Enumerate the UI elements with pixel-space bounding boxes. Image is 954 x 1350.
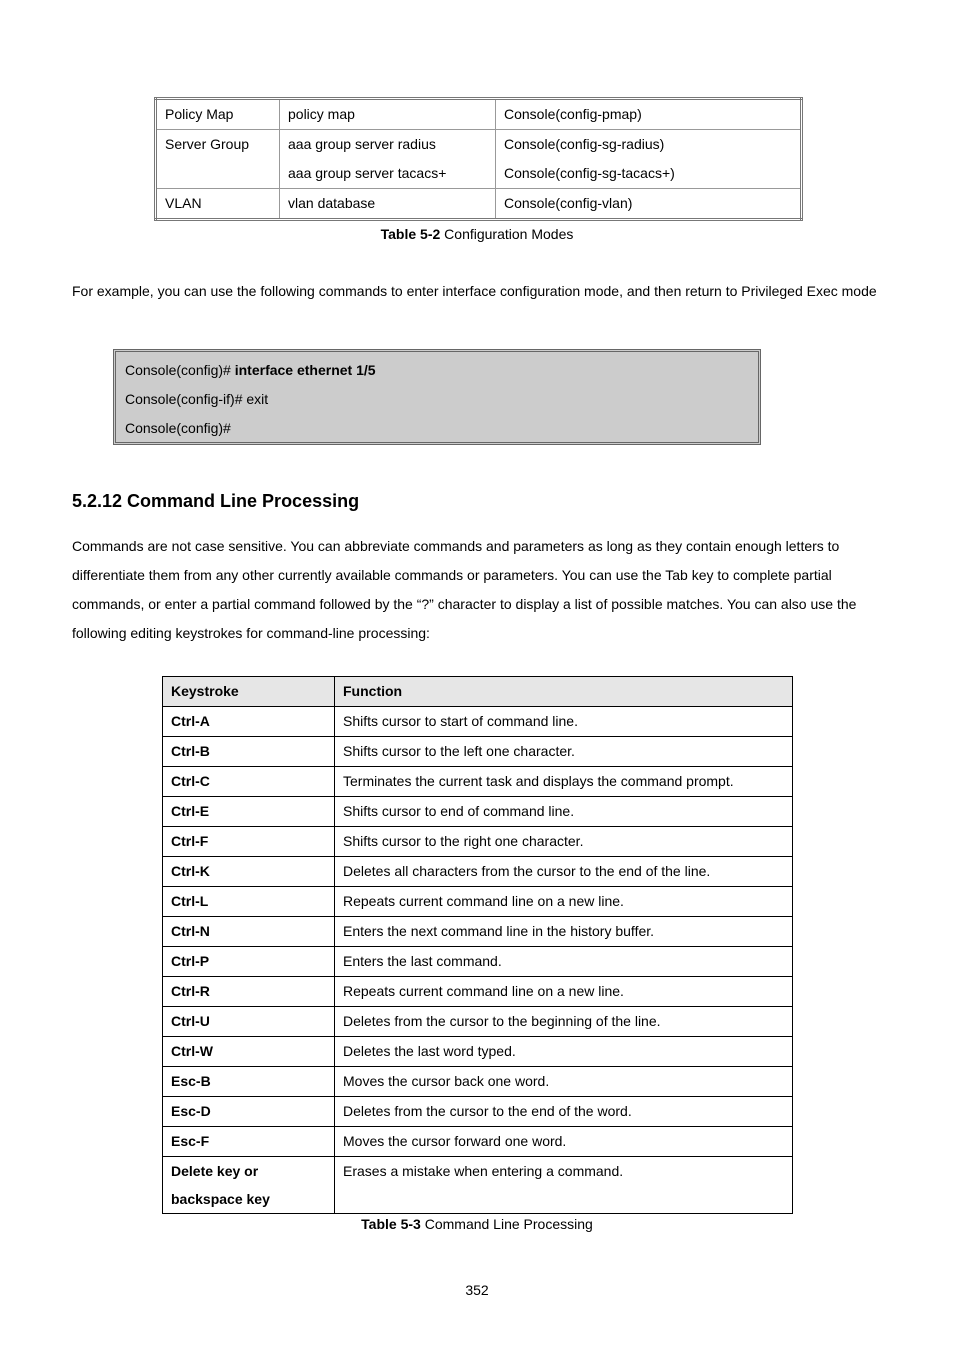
function-cell: Deletes from the cursor to the end of the word.	[335, 1097, 793, 1127]
table-row	[156, 189, 802, 220]
page-number: 352	[465, 1282, 489, 1298]
prompt-cell: Console(config-vlan)	[496, 189, 802, 220]
prompt-cell	[496, 130, 802, 189]
keystroke-cell: Esc-F	[163, 1127, 335, 1157]
function-cell: Shifts cursor to the right one character.	[335, 827, 793, 857]
table-row	[163, 767, 793, 797]
prompt-line: Console(config-sg-radius)	[504, 136, 665, 152]
table-row	[163, 857, 793, 887]
function-cell: Deletes the last word typed.	[335, 1037, 793, 1067]
command-line: aaa group server radius	[288, 136, 436, 152]
table-row	[156, 130, 802, 189]
table-row	[163, 797, 793, 827]
function-cell: Terminates the current task and displays the command prompt.	[335, 767, 793, 797]
table-row	[163, 947, 793, 977]
command-cell: policy map	[280, 99, 496, 130]
table-row	[163, 1037, 793, 1067]
header-function: Function	[335, 677, 793, 707]
caption-label: Table 5-2	[380, 226, 441, 242]
function-cell: Enters the last command.	[335, 947, 793, 977]
table-row	[163, 977, 793, 1007]
keystroke-cell: Esc-B	[163, 1067, 335, 1097]
function-cell: Deletes all characters from the cursor to the end of the line.	[335, 857, 793, 887]
prompt-line: Console(config-sg-tacacs+)	[504, 165, 675, 181]
console-line: Console(config)#	[125, 420, 231, 436]
caption-text: Configuration Modes	[440, 226, 574, 242]
function-cell: Deletes from the cursor to the beginning of the line.	[335, 1007, 793, 1037]
table-row	[163, 1067, 793, 1097]
table-5-2-caption	[0, 226, 954, 242]
keystroke-cell: Ctrl-F	[163, 827, 335, 857]
keystroke-cell: Ctrl-B	[163, 737, 335, 767]
keystroke-cell: Ctrl-L	[163, 887, 335, 917]
table-5-3-caption	[0, 1216, 954, 1232]
function-cell: Repeats current command line on a new line.	[335, 887, 793, 917]
console-command: interface ethernet 1/5	[234, 362, 376, 378]
keystroke-cell: Ctrl-C	[163, 767, 335, 797]
caption-text: Command Line Processing	[420, 1216, 593, 1232]
function-cell: Moves the cursor back one word.	[335, 1067, 793, 1097]
command-line: aaa group server tacacs+	[288, 165, 447, 181]
keystroke-cell: Ctrl-P	[163, 947, 335, 977]
configuration-modes-table	[154, 97, 803, 221]
table-row	[163, 1007, 793, 1037]
table-row	[163, 887, 793, 917]
mode-cell: VLAN	[156, 189, 280, 220]
table-row	[163, 1097, 793, 1127]
function-cell: Shifts cursor to start of command line.	[335, 707, 793, 737]
keystroke-cell	[163, 1157, 335, 1214]
mode-cell: Server Group	[156, 130, 280, 189]
keystroke-line: Delete key or	[171, 1163, 259, 1179]
command-cell: vlan database	[280, 189, 496, 220]
table-row	[156, 99, 802, 130]
intro-paragraph: For example, you can use the following commands to enter interface configuration mode, and then return to Privileged Exec mode	[72, 283, 877, 299]
keystroke-cell: Ctrl-W	[163, 1037, 335, 1067]
mode-cell: Policy Map	[156, 99, 280, 130]
function-cell: Shifts cursor to the left one character.	[335, 737, 793, 767]
keystroke-table	[162, 676, 793, 1214]
function-cell: Enters the next command line in the history buffer.	[335, 917, 793, 947]
function-cell: Erases a mistake when entering a command.	[335, 1157, 793, 1214]
keystroke-line: backspace key	[171, 1191, 270, 1207]
keystroke-cell: Ctrl-N	[163, 917, 335, 947]
table-row	[163, 707, 793, 737]
command-cell	[280, 130, 496, 189]
table-row	[163, 1127, 793, 1157]
table-header-row	[163, 677, 793, 707]
keystroke-cell: Ctrl-K	[163, 857, 335, 887]
console-line	[125, 356, 758, 385]
section-heading: 5.2.12 Command Line Processing	[72, 491, 360, 511]
console-line: Console(config-if)# exit	[125, 391, 269, 407]
console-example-box	[113, 349, 761, 445]
function-cell: Moves the cursor forward one word.	[335, 1127, 793, 1157]
keystroke-cell: Ctrl-U	[163, 1007, 335, 1037]
function-cell: Repeats current command line on a new line.	[335, 977, 793, 1007]
keystroke-cell: Esc-D	[163, 1097, 335, 1127]
caption-label: Table 5-3	[361, 1216, 421, 1232]
keystroke-cell: Ctrl-E	[163, 797, 335, 827]
table-row	[163, 827, 793, 857]
prompt-cell: Console(config-pmap)	[496, 99, 802, 130]
table-row	[163, 1157, 793, 1214]
console-prompt: Console(config)#	[125, 362, 235, 378]
table-row	[163, 737, 793, 767]
table-row	[163, 917, 793, 947]
header-keystroke: Keystroke	[163, 677, 335, 707]
keystroke-cell: Ctrl-R	[163, 977, 335, 1007]
function-cell: Shifts cursor to end of command line.	[335, 797, 793, 827]
keystroke-cell: Ctrl-A	[163, 707, 335, 737]
section-paragraph: Commands are not case sensitive. You can abbreviate commands and parameters as long as they contain enough letters to differentiate them from any other currently available commands or parameters. You can use the Tab key to complete partial commands, or enter a partial command followed by the “?” character to display a list of possible matches. You can also use the following editing keystrokes for command-line processing:	[72, 538, 857, 641]
